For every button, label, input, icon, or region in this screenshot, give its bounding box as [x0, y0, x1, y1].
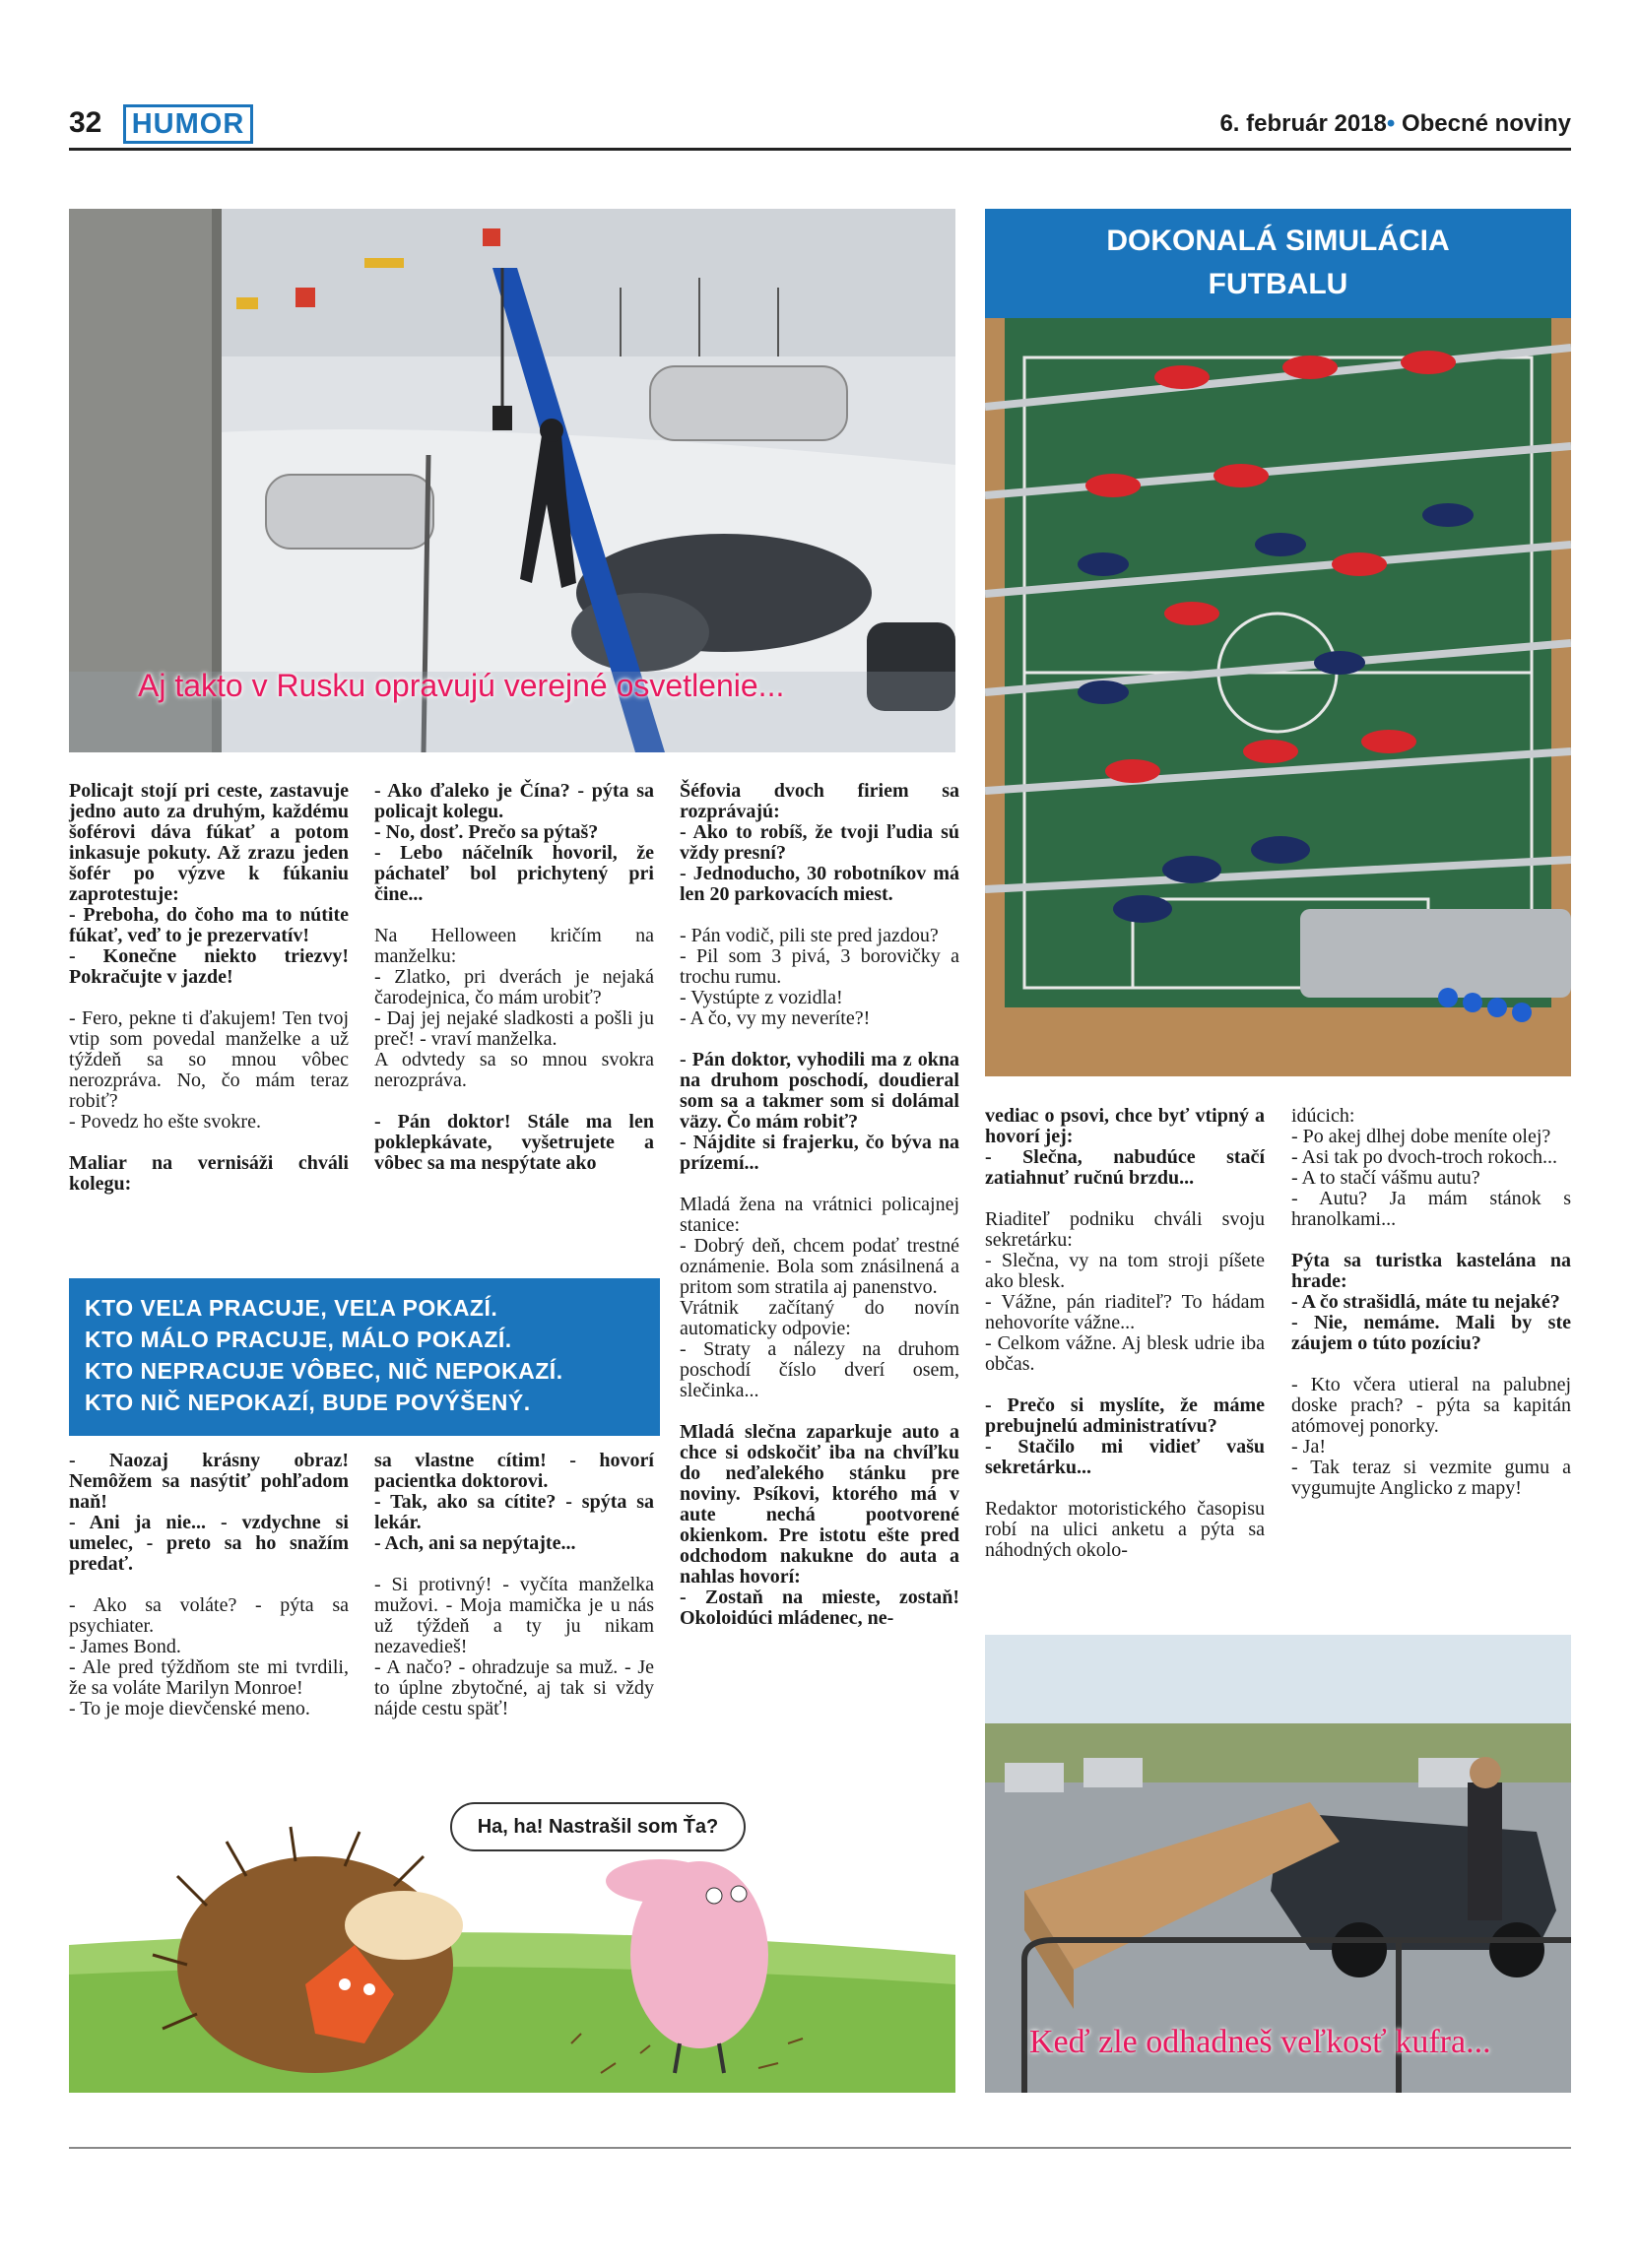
joke-paragraph: - Vystúpte z vozidla!: [680, 987, 843, 1008]
joke-paragraph: Riaditeľ podniku chváli svoju sekretárku:: [985, 1208, 1265, 1251]
joke-paragraph: - Ja!: [1291, 1436, 1326, 1458]
section-label: HUMOR: [123, 104, 253, 144]
joke-paragraph: - Pán doktor! Stále ma len poklepkávate, vyšetrujete a vôbec sa ma nespýtate ako: [374, 1111, 654, 1174]
paragraph-gap: [69, 1575, 349, 1595]
paragraph-gap: [69, 988, 349, 1008]
joke-paragraph: - Preboha, do čoho ma to nútite fúkať, veď to je prezervatív!: [69, 904, 349, 946]
speech-bubble: Ha, ha! Nastrašil som Ťa?: [450, 1802, 746, 1851]
paragraph-gap: [1291, 1354, 1571, 1375]
joke-paragraph: - Celkom vážne. Aj blesk udrie iba občas.: [985, 1332, 1265, 1375]
joke-paragraph: - Straty a nálezy na druhom poschodí číslo dverí osem, slečinka...: [680, 1338, 959, 1401]
publication-name: Obecné noviny: [1401, 110, 1571, 137]
joke-paragraph: - Kto včera utieral na palubnej doske prach? - pýta sa kapitán atómovej ponorky.: [1291, 1374, 1571, 1437]
photo-foosball: [985, 318, 1571, 1076]
joke-paragraph: Policajt stojí pri ceste, zastavuje jedno auto za druhým, každému šoférovi dáva fúkať a potom inkasuje pokuty. Až zrazu jeden šofér po výzve k fúkaniu zaprotestuje:: [69, 780, 349, 905]
joke-paragraph: - A čo strašidlá, máte tu nejaké?: [1291, 1291, 1560, 1313]
paragraph-gap: [374, 905, 654, 926]
joke-paragraph: Redaktor motoristického časopisu robí na ulici anketu a pýta sa náhodných okolo-: [985, 1498, 1265, 1561]
simulation-title-line1: DOKONALÁ SIMULÁCIA: [1106, 225, 1450, 257]
joke-paragraph: - Nie, nemáme. Mali by ste záujem o túto pozíciu?: [1291, 1312, 1571, 1354]
photo-car-box: [985, 1635, 1571, 2093]
motto-line-3: KTO NEPRACUJE VÔBEC, NIČ NEPOKAZÍ.: [85, 1358, 563, 1384]
text-column-5: [1291, 1106, 1571, 1499]
joke-paragraph: - Po akej dlhej dobe meníte olej?: [1291, 1126, 1551, 1147]
joke-paragraph: - Asi tak po dvoch-troch rokoch...: [1291, 1146, 1557, 1168]
joke-paragraph: - Slečna, nabudúce stačí zatiahnuť ručnú brzdu...: [985, 1146, 1265, 1189]
joke-paragraph: - Ako to robíš, že tvoji ľudia sú vždy presní?: [680, 821, 959, 864]
joke-paragraph: Šéfovia dvoch firiem sa rozprávajú:: [680, 780, 959, 822]
joke-paragraph: vediac o psovi, chce byť vtipný a hovorí jej:: [985, 1105, 1265, 1147]
motto-line-4: KTO NIČ NEPOKAZÍ, BUDE POVÝŠENÝ.: [85, 1390, 531, 1415]
text-column-3: [680, 781, 959, 1629]
joke-paragraph: Mladá slečna zaparkuje auto a chce si odskočiť iba na chvíľku do neďalekého stánku pre noviny. Psíkovi, ktorého má v aute nechá pootvorené okienkom. Pre istotu ešte pred odchodom nakukne do auta a nahlas hovorí:: [680, 1421, 959, 1588]
footer-rule: [69, 2147, 1571, 2149]
joke-paragraph: - Tak teraz si vezmite gumu a vygumujte Anglicko z mapy!: [1291, 1457, 1571, 1499]
photo-caption: Keď zle odhadneš veľkosť kufra...: [1029, 2024, 1491, 2060]
joke-paragraph: - Ach, ani sa nepýtajte...: [374, 1532, 576, 1554]
joke-paragraph: - A čo, vy my neveríte?!: [680, 1007, 871, 1029]
issue-info: [1219, 110, 1571, 138]
text-column-1b: [69, 1451, 349, 1719]
simulation-title-box: [985, 209, 1571, 318]
text-column-2: [374, 781, 654, 1174]
text-column-4: [985, 1106, 1265, 1561]
paragraph-gap: [985, 1189, 1265, 1209]
joke-paragraph: - Ale pred týždňom ste mi tvrdili, že sa voláte Marilyn Monroe!: [69, 1656, 349, 1699]
text-column-2b: [374, 1451, 654, 1719]
paragraph-gap: [985, 1375, 1265, 1395]
motto-line-2: KTO MÁLO PRACUJE, MÁLO POKAZÍ.: [85, 1327, 512, 1352]
paragraph-gap: [680, 905, 959, 926]
paragraph-gap: [374, 1091, 654, 1112]
foosball-illustration: [985, 318, 1571, 1076]
joke-paragraph: - To je moje dievčenské meno.: [69, 1698, 310, 1719]
text-column-1: [69, 781, 349, 1195]
motto-banner: [69, 1278, 660, 1436]
joke-paragraph: - Jednoducho, 30 robotníkov má len 20 parkovacích miest.: [680, 863, 959, 905]
joke-paragraph: A odvtedy sa so mnou svokra nerozpráva.: [374, 1049, 654, 1091]
joke-paragraph: - Vážne, pán riaditeľ? To hádam nehovoríte vážne...: [985, 1291, 1265, 1333]
paragraph-gap: [1291, 1230, 1571, 1251]
joke-paragraph: - Daj jej nejaké sladkosti a pošli ju preč! - vraví manželka.: [374, 1007, 654, 1050]
paragraph-gap: [374, 1554, 654, 1575]
joke-paragraph: - Povedz ho ešte svokre.: [69, 1111, 261, 1133]
paragraph-gap: [985, 1478, 1265, 1499]
header-rule: [69, 148, 1571, 151]
joke-paragraph: - Naozaj krásny obraz! Nemôžem sa nasýtiť pohľadom naň!: [69, 1450, 349, 1513]
joke-paragraph: - Zlatko, pri dverách je nejaká čarodejnica, čo mám urobiť?: [374, 966, 654, 1008]
joke-paragraph: - Si protivný! - vyčíta manželka mužovi. - Moja mamička je u nás už týždeň a ty ju nikam nezavedieš!: [374, 1574, 654, 1657]
joke-paragraph: - Lebo náčelník hovoril, že páchateľ bol prichytený pri čine...: [374, 842, 654, 905]
joke-paragraph: - Tak, ako sa cítite? - spýta sa lekár.: [374, 1491, 654, 1533]
photo-snow-crane: [69, 209, 955, 752]
joke-paragraph: - Zostaň na mieste, zostaň! Okoloidúci mládenec, ne-: [680, 1587, 959, 1629]
joke-paragraph: Vrátnik začítaný do novín automaticky odpovie:: [680, 1297, 959, 1339]
joke-paragraph: - Nájdite si frajerku, čo býva na prízemí...: [680, 1132, 959, 1174]
joke-paragraph: - Slečna, vy na tom stroji píšete ako blesk.: [985, 1250, 1265, 1292]
joke-paragraph: - Ako sa voláte? - pýta sa psychiater.: [69, 1594, 349, 1637]
joke-paragraph: Mladá žena na vrátnici policajnej stanice:: [680, 1194, 959, 1236]
joke-paragraph: sa vlastne cítim! - hovorí pacientka doktorovi.: [374, 1450, 654, 1492]
paragraph-gap: [680, 1174, 959, 1195]
joke-paragraph: - James Bond.: [69, 1636, 181, 1657]
joke-paragraph: Maliar na vernisáži chváli kolegu:: [69, 1152, 349, 1195]
photo-caption: Aj takto v Rusku opravujú verejné osvetlenie...: [138, 668, 785, 703]
joke-paragraph: - Dobrý deň, chcem podať trestné oznámenie. Bola som znásilnená a pritom som stratila aj panenstvo.: [680, 1235, 959, 1298]
paragraph-gap: [680, 1029, 959, 1050]
motto-line-1: KTO VEĽA PRACUJE, VEĽA POKAZÍ.: [85, 1295, 498, 1321]
joke-paragraph: - Ani ja nie... - vzdychne si umelec, - preto sa ho snažím predať.: [69, 1512, 349, 1575]
joke-paragraph: - Autu? Ja mám stánok s hranolkami...: [1291, 1188, 1571, 1230]
joke-paragraph: - Pán doktor, vyhodili ma z okna na druhom poschodí, doudieral som sa a takmer som si dolámal väzy. Čo mám robiť?: [680, 1049, 959, 1133]
joke-paragraph: idúcich:: [1291, 1105, 1355, 1127]
joke-paragraph: - Ako ďaleko je Čína? - pýta sa policajt kolegu.: [374, 780, 654, 822]
joke-paragraph: - Pán vodič, pili ste pred jazdou?: [680, 925, 939, 946]
joke-paragraph: - Fero, pekne ti ďakujem! Ten tvoj vtip som povedal manželke a už týždeň sa so mnou vôbec nerozpráva. No, čo mám teraz robiť?: [69, 1007, 349, 1112]
joke-paragraph: - A to stačí vášmu autu?: [1291, 1167, 1480, 1189]
bullet-separator: •: [1386, 110, 1396, 137]
issue-date: 6. február 2018: [1219, 110, 1387, 137]
simulation-title-line2: FUTBALU: [1208, 268, 1348, 300]
joke-paragraph: - Prečo si myslíte, že máme prebujnelú administratívu?: [985, 1394, 1265, 1437]
joke-paragraph: - A načo? - ohradzuje sa muž. - Je to úplne zbytočné, aj tak si vždy nájde cestu späť!: [374, 1656, 654, 1719]
paragraph-gap: [680, 1401, 959, 1422]
paragraph-gap: [69, 1133, 349, 1153]
page-header: [69, 104, 1571, 148]
joke-paragraph: Pýta sa turistka kastelána na hrade:: [1291, 1250, 1571, 1292]
joke-paragraph: - Pil som 3 pivá, 3 borovičky a trochu rumu.: [680, 945, 959, 988]
joke-paragraph: - Stačilo mi vidieť vašu sekretárku...: [985, 1436, 1265, 1478]
joke-paragraph: Na Helloween kričím na manželku:: [374, 925, 654, 967]
joke-paragraph: - No, dosť. Prečo sa pýtaš?: [374, 821, 599, 843]
joke-paragraph: - Konečne niekto triezvy! Pokračujte v jazde!: [69, 945, 349, 988]
page-number: 32: [69, 106, 102, 139]
